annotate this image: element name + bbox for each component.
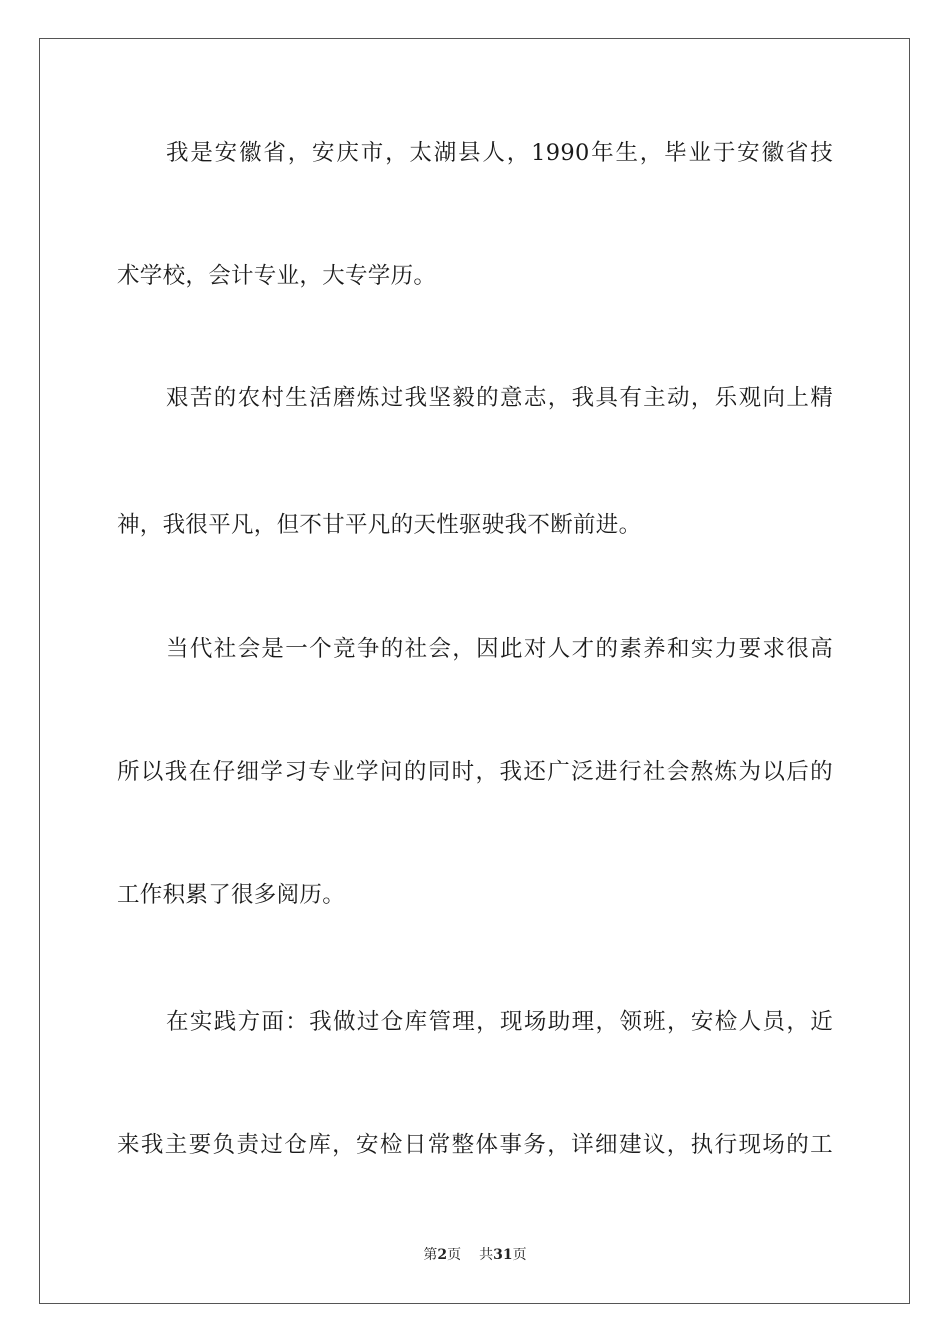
total-label-prefix: 共 — [479, 1247, 494, 1263]
paragraph-line: 我是安徽省，安庆市，太湖县人，1990年生，毕业于安徽省技 — [166, 140, 833, 166]
page-footer — [0, 1245, 950, 1265]
page-label-prefix: 第 — [423, 1247, 438, 1263]
current-page-number: 2 — [437, 1247, 448, 1263]
page-frame — [39, 38, 910, 1304]
paragraph-line: 艰苦的农村生活磨炼过我坚毅的意志，我具有主动，乐观向上精 — [166, 385, 833, 411]
paragraph-line: 术学校，会计专业，大专学历。 — [117, 263, 437, 289]
paragraph-line: 当代社会是一个竞争的社会，因此对人才的素养和实力要求很高 — [166, 636, 833, 662]
paragraph-line: 工作积累了很多阅历。 — [117, 882, 346, 908]
paragraph-line: 所以我在仔细学习专业学问的同时，我还广泛进行社会熬炼为以后的 — [117, 759, 833, 785]
paragraph-line: 来我主要负责过仓库，安检日常整体事务，详细建议，执行现场的工 — [117, 1132, 833, 1158]
paragraph-line: 在实践方面：我做过仓库管理，现场助理，领班，安检人员，近 — [166, 1009, 833, 1035]
paragraph-line: 神，我很平凡，但不甘平凡的天性驱驶我不断前进。 — [117, 512, 642, 538]
total-label-unit: 页 — [512, 1247, 527, 1263]
total-page-number: 31 — [493, 1247, 513, 1263]
page-label-unit: 页 — [447, 1247, 462, 1263]
